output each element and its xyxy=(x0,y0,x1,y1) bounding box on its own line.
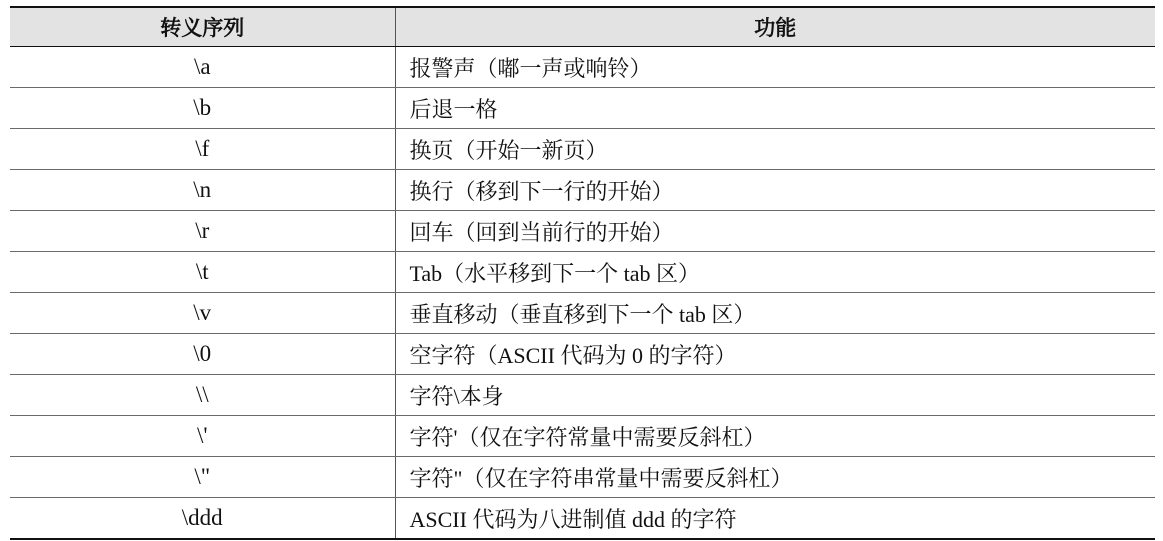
function-description-cell: 换页（开始一新页） xyxy=(395,129,1155,170)
table-row xyxy=(10,170,1155,211)
escape-sequence-cell: \f xyxy=(10,129,395,170)
header-escape-sequence: 转义序列 xyxy=(10,7,395,47)
table-row xyxy=(10,252,1155,293)
table-row xyxy=(10,293,1155,334)
table-body xyxy=(10,47,1155,540)
escape-sequence-cell: \t xyxy=(10,252,395,293)
table-row xyxy=(10,334,1155,375)
escape-sequence-cell: \v xyxy=(10,293,395,334)
function-description-cell: 字符"（仅在字符串常量中需要反斜杠） xyxy=(395,457,1155,498)
table-row xyxy=(10,457,1155,498)
escape-sequence-cell: \0 xyxy=(10,334,395,375)
function-description-cell: 后退一格 xyxy=(395,88,1155,129)
function-description-cell: 空字符（ASCII 代码为 0 的字符） xyxy=(395,334,1155,375)
function-description-cell: 报警声（嘟一声或响铃） xyxy=(395,47,1155,88)
table-row xyxy=(10,129,1155,170)
escape-sequence-cell: \" xyxy=(10,457,395,498)
function-description-cell: 回车（回到当前行的开始） xyxy=(395,211,1155,252)
function-description-cell: 字符'（仅在字符常量中需要反斜杠） xyxy=(395,416,1155,457)
table-row xyxy=(10,47,1155,88)
escape-sequence-table-container xyxy=(10,6,1155,540)
function-description-cell: ASCII 代码为八进制值 ddd 的字符 xyxy=(395,498,1155,540)
escape-sequence-cell: \' xyxy=(10,416,395,457)
escape-sequence-cell: \ddd xyxy=(10,498,395,540)
escape-sequence-cell: \b xyxy=(10,88,395,129)
escape-sequence-cell: \a xyxy=(10,47,395,88)
table-row xyxy=(10,88,1155,129)
function-description-cell: Tab（水平移到下一个 tab 区） xyxy=(395,252,1155,293)
function-description-cell: 垂直移动（垂直移到下一个 tab 区） xyxy=(395,293,1155,334)
escape-sequence-table xyxy=(10,6,1155,540)
table-row xyxy=(10,416,1155,457)
table-row xyxy=(10,498,1155,540)
escape-sequence-cell: \\ xyxy=(10,375,395,416)
table-header-row xyxy=(10,7,1155,47)
function-description-cell: 字符\本身 xyxy=(395,375,1155,416)
escape-sequence-cell: \n xyxy=(10,170,395,211)
escape-sequence-cell: \r xyxy=(10,211,395,252)
header-function: 功能 xyxy=(395,7,1155,47)
table-row xyxy=(10,211,1155,252)
function-description-cell: 换行（移到下一行的开始） xyxy=(395,170,1155,211)
table-row xyxy=(10,375,1155,416)
